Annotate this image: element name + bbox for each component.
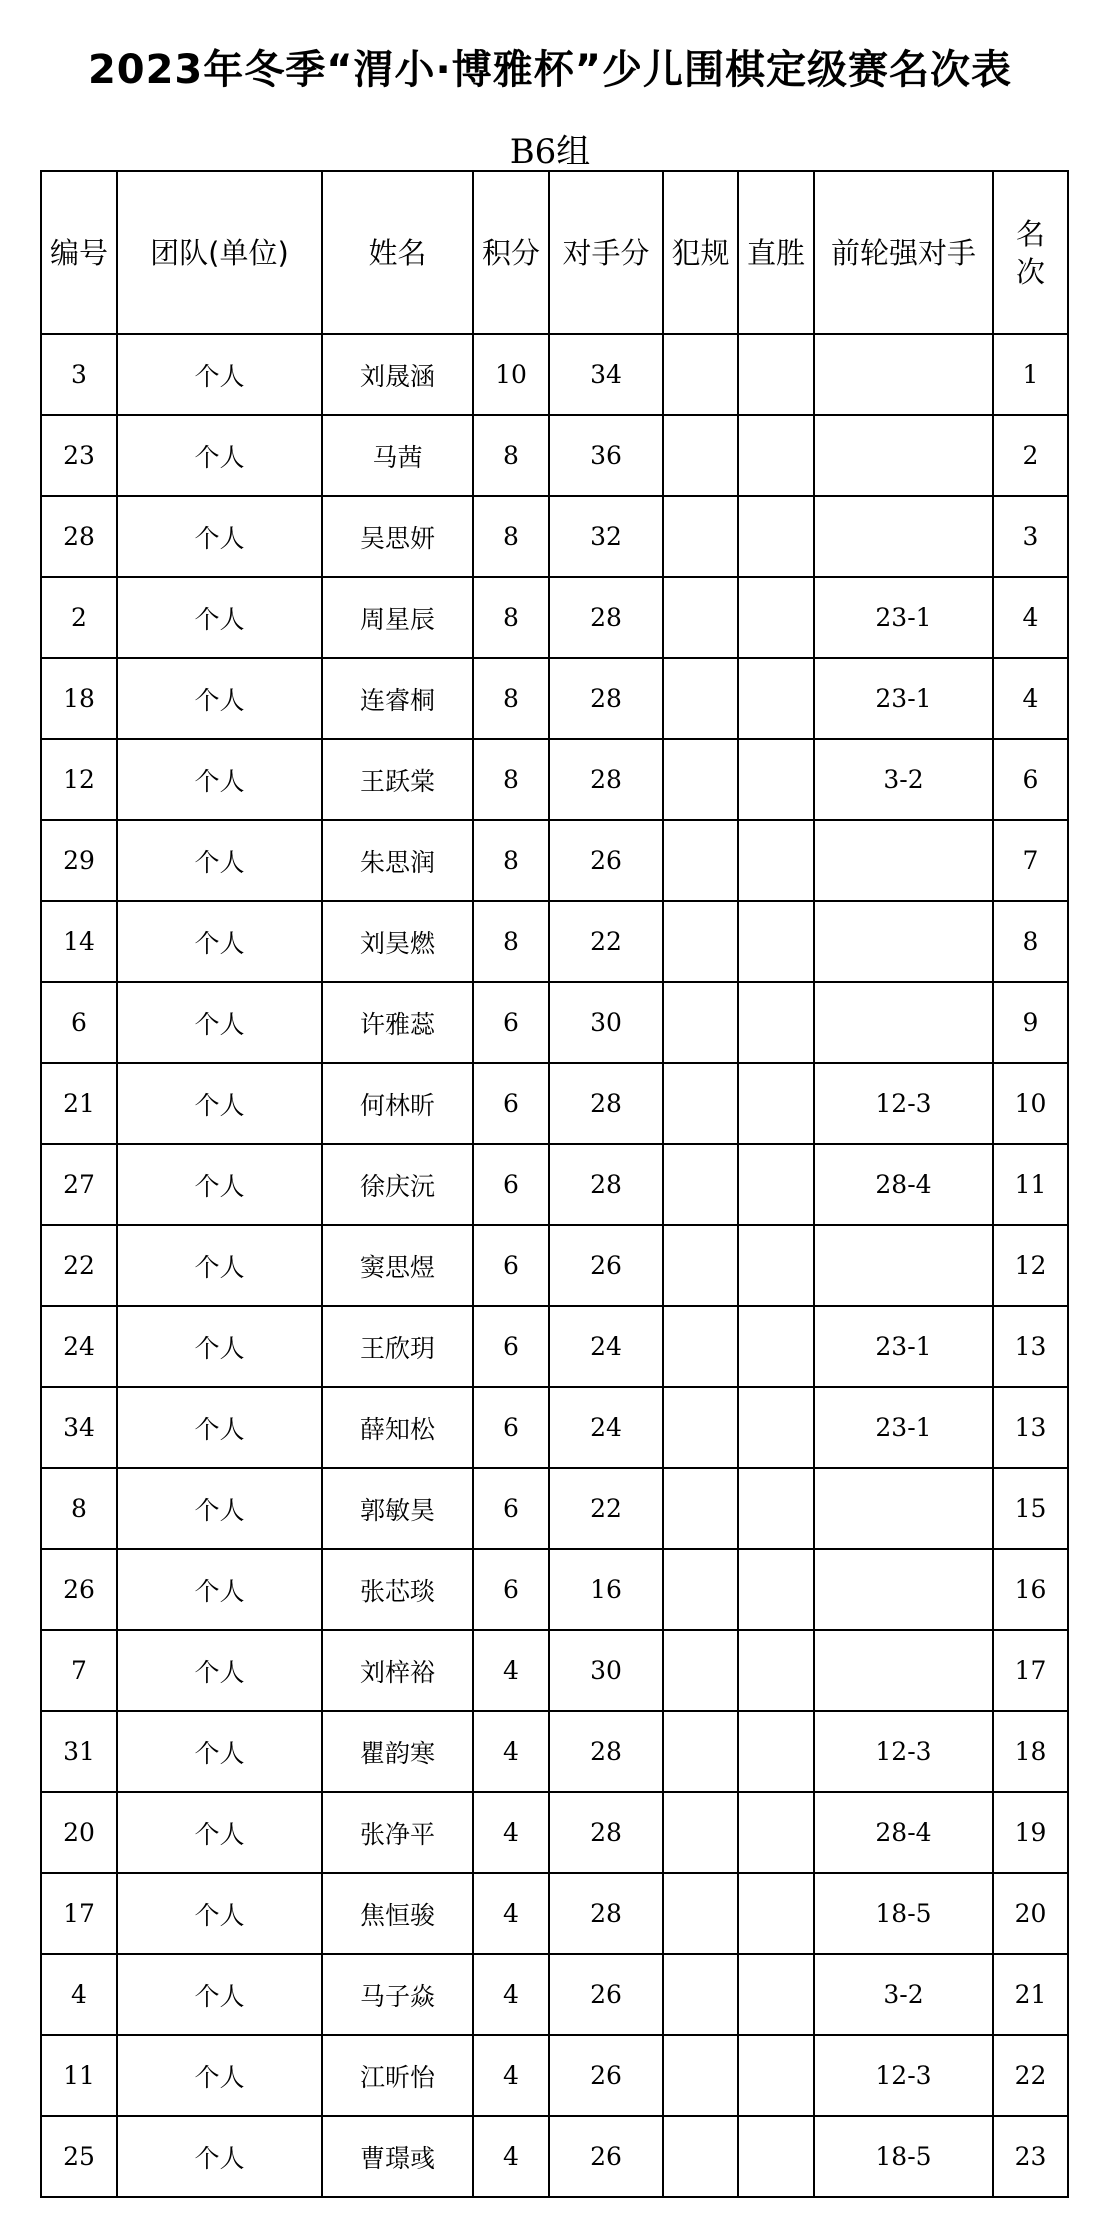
- table-header-row: [41, 171, 1068, 334]
- cell-name: 焦恒骏: [322, 1873, 473, 1954]
- cell-foul: [663, 901, 738, 982]
- cell-previous-strong-opponent: 12-3: [814, 1711, 993, 1792]
- cell-previous-strong-opponent: 28-4: [814, 1144, 993, 1225]
- cell-id: 20: [41, 1792, 117, 1873]
- cell-opponent-points: 28: [549, 1711, 663, 1792]
- cell-opponent-points: 26: [549, 1954, 663, 2035]
- cell-team: 个人: [117, 739, 322, 820]
- table-row: [41, 334, 1068, 415]
- cell-name: 曹璟彧: [322, 2116, 473, 2197]
- cell-previous-strong-opponent: [814, 901, 993, 982]
- cell-rank: 22: [993, 2035, 1068, 2116]
- cell-rank: 13: [993, 1306, 1068, 1387]
- cell-direct-win: [738, 2116, 814, 2197]
- cell-direct-win: [738, 1387, 814, 1468]
- cell-name: 刘晟涵: [322, 334, 473, 415]
- cell-direct-win: [738, 496, 814, 577]
- cell-team: 个人: [117, 982, 322, 1063]
- cell-opponent-points: 22: [549, 1468, 663, 1549]
- cell-name: 刘昊燃: [322, 901, 473, 982]
- cell-previous-strong-opponent: 28-4: [814, 1792, 993, 1873]
- cell-opponent-points: 32: [549, 496, 663, 577]
- table-row: [41, 1144, 1068, 1225]
- cell-foul: [663, 1954, 738, 2035]
- cell-opponent-points: 26: [549, 2035, 663, 2116]
- cell-id: 24: [41, 1306, 117, 1387]
- table-row: [41, 496, 1068, 577]
- table-row: [41, 1549, 1068, 1630]
- cell-rank: 7: [993, 820, 1068, 901]
- cell-foul: [663, 982, 738, 1063]
- table-row: [41, 1873, 1068, 1954]
- cell-previous-strong-opponent: 23-1: [814, 1306, 993, 1387]
- cell-team: 个人: [117, 658, 322, 739]
- cell-foul: [663, 1306, 738, 1387]
- cell-previous-strong-opponent: 3-2: [814, 739, 993, 820]
- cell-foul: [663, 820, 738, 901]
- cell-team: 个人: [117, 415, 322, 496]
- cell-foul: [663, 1711, 738, 1792]
- group-label: B6组: [509, 132, 591, 172]
- cell-team: 个人: [117, 496, 322, 577]
- cell-direct-win: [738, 2035, 814, 2116]
- cell-direct-win: [738, 982, 814, 1063]
- cell-foul: [663, 415, 738, 496]
- cell-direct-win: [738, 334, 814, 415]
- cell-foul: [663, 1144, 738, 1225]
- cell-rank: 20: [993, 1873, 1068, 1954]
- cell-direct-win: [738, 1144, 814, 1225]
- cell-direct-win: [738, 1225, 814, 1306]
- table-row: [41, 1387, 1068, 1468]
- cell-id: 12: [41, 739, 117, 820]
- cell-rank: 16: [993, 1549, 1068, 1630]
- cell-team: 个人: [117, 1144, 322, 1225]
- table-row: [41, 1711, 1068, 1792]
- cell-foul: [663, 1549, 738, 1630]
- cell-name: 王跃棠: [322, 739, 473, 820]
- cell-id: 6: [41, 982, 117, 1063]
- cell-team: 个人: [117, 2116, 322, 2197]
- column-header-direct-win: 直胜: [738, 171, 814, 334]
- cell-rank: 13: [993, 1387, 1068, 1468]
- cell-foul: [663, 1468, 738, 1549]
- cell-team: 个人: [117, 1387, 322, 1468]
- cell-points: 4: [473, 1792, 549, 1873]
- cell-direct-win: [738, 1873, 814, 1954]
- cell-points: 8: [473, 820, 549, 901]
- cell-rank: 10: [993, 1063, 1068, 1144]
- cell-opponent-points: 28: [549, 577, 663, 658]
- cell-points: 10: [473, 334, 549, 415]
- cell-direct-win: [738, 739, 814, 820]
- cell-id: 11: [41, 2035, 117, 2116]
- column-header-rank-line1: 名: [1015, 216, 1045, 251]
- cell-direct-win: [738, 1630, 814, 1711]
- cell-foul: [663, 739, 738, 820]
- cell-direct-win: [738, 1549, 814, 1630]
- cell-id: 2: [41, 577, 117, 658]
- cell-direct-win: [738, 1792, 814, 1873]
- cell-id: 28: [41, 496, 117, 577]
- table-row: [41, 2116, 1068, 2197]
- cell-rank: 19: [993, 1792, 1068, 1873]
- cell-id: 34: [41, 1387, 117, 1468]
- cell-name: 江昕怡: [322, 2035, 473, 2116]
- cell-foul: [663, 1630, 738, 1711]
- ranking-table: [40, 170, 1069, 2198]
- cell-team: 个人: [117, 1468, 322, 1549]
- cell-foul: [663, 658, 738, 739]
- cell-previous-strong-opponent: [814, 496, 993, 577]
- cell-points: 6: [473, 1468, 549, 1549]
- cell-name: 朱思润: [322, 820, 473, 901]
- table-row: [41, 1792, 1068, 1873]
- cell-team: 个人: [117, 1792, 322, 1873]
- cell-opponent-points: 26: [549, 820, 663, 901]
- cell-opponent-points: 30: [549, 1630, 663, 1711]
- column-header-opponent-points: 对手分: [549, 171, 663, 334]
- cell-opponent-points: 28: [549, 1873, 663, 1954]
- cell-previous-strong-opponent: [814, 1225, 993, 1306]
- table-row: [41, 739, 1068, 820]
- cell-team: 个人: [117, 1711, 322, 1792]
- cell-team: 个人: [117, 1954, 322, 2035]
- cell-team: 个人: [117, 820, 322, 901]
- cell-rank: 12: [993, 1225, 1068, 1306]
- cell-opponent-points: 34: [549, 334, 663, 415]
- cell-points: 6: [473, 1225, 549, 1306]
- cell-rank: 8: [993, 901, 1068, 982]
- cell-id: 26: [41, 1549, 117, 1630]
- column-header-previous-strong-opponent: 前轮强对手: [814, 171, 993, 334]
- cell-foul: [663, 577, 738, 658]
- cell-id: 4: [41, 1954, 117, 2035]
- cell-previous-strong-opponent: [814, 1549, 993, 1630]
- cell-points: 4: [473, 2035, 549, 2116]
- cell-opponent-points: 28: [549, 1063, 663, 1144]
- cell-points: 8: [473, 739, 549, 820]
- cell-direct-win: [738, 1711, 814, 1792]
- cell-previous-strong-opponent: 12-3: [814, 1063, 993, 1144]
- column-header-rank: [993, 171, 1068, 334]
- cell-id: 23: [41, 415, 117, 496]
- cell-id: 21: [41, 1063, 117, 1144]
- cell-rank: 15: [993, 1468, 1068, 1549]
- cell-id: 8: [41, 1468, 117, 1549]
- cell-points: 4: [473, 1711, 549, 1792]
- cell-rank: 4: [993, 658, 1068, 739]
- cell-direct-win: [738, 1063, 814, 1144]
- cell-name: 瞿韵寒: [322, 1711, 473, 1792]
- cell-id: 27: [41, 1144, 117, 1225]
- cell-id: 7: [41, 1630, 117, 1711]
- cell-direct-win: [738, 415, 814, 496]
- cell-direct-win: [738, 1954, 814, 2035]
- cell-name: 薛知松: [322, 1387, 473, 1468]
- cell-previous-strong-opponent: [814, 1630, 993, 1711]
- cell-opponent-points: 22: [549, 901, 663, 982]
- cell-foul: [663, 1225, 738, 1306]
- cell-team: 个人: [117, 1306, 322, 1387]
- cell-points: 6: [473, 1063, 549, 1144]
- cell-team: 个人: [117, 334, 322, 415]
- table-row: [41, 1063, 1068, 1144]
- table-row: [41, 577, 1068, 658]
- cell-opponent-points: 28: [549, 658, 663, 739]
- cell-name: 徐庆沅: [322, 1144, 473, 1225]
- cell-name: 何林昕: [322, 1063, 473, 1144]
- cell-opponent-points: 24: [549, 1387, 663, 1468]
- cell-team: 个人: [117, 1873, 322, 1954]
- cell-points: 6: [473, 1306, 549, 1387]
- cell-opponent-points: 28: [549, 739, 663, 820]
- cell-points: 4: [473, 2116, 549, 2197]
- cell-name: 周星辰: [322, 577, 473, 658]
- cell-rank: 11: [993, 1144, 1068, 1225]
- cell-rank: 18: [993, 1711, 1068, 1792]
- cell-name: 张净平: [322, 1792, 473, 1873]
- cell-opponent-points: 26: [549, 2116, 663, 2197]
- cell-opponent-points: 26: [549, 1225, 663, 1306]
- cell-team: 个人: [117, 1225, 322, 1306]
- cell-rank: 17: [993, 1630, 1068, 1711]
- column-header-id: 编号: [41, 171, 117, 334]
- cell-name: 王欣玥: [322, 1306, 473, 1387]
- cell-previous-strong-opponent: [814, 820, 993, 901]
- cell-points: 6: [473, 1387, 549, 1468]
- cell-points: 8: [473, 658, 549, 739]
- cell-name: 张芯琰: [322, 1549, 473, 1630]
- cell-opponent-points: 36: [549, 415, 663, 496]
- cell-previous-strong-opponent: 18-5: [814, 2116, 993, 2197]
- table-row: [41, 1306, 1068, 1387]
- cell-rank: 2: [993, 415, 1068, 496]
- cell-team: 个人: [117, 901, 322, 982]
- cell-name: 连睿桐: [322, 658, 473, 739]
- page-title: 2023年冬季“渭小·博雅杯”少儿围棋定级赛名次表: [87, 47, 1013, 93]
- cell-team: 个人: [117, 1549, 322, 1630]
- cell-direct-win: [738, 577, 814, 658]
- cell-id: 25: [41, 2116, 117, 2197]
- table-row: [41, 1954, 1068, 2035]
- cell-rank: 21: [993, 1954, 1068, 2035]
- cell-previous-strong-opponent: 12-3: [814, 2035, 993, 2116]
- cell-rank: 3: [993, 496, 1068, 577]
- cell-foul: [663, 496, 738, 577]
- table-row: [41, 658, 1068, 739]
- cell-name: 许雅蕊: [322, 982, 473, 1063]
- cell-points: 8: [473, 415, 549, 496]
- cell-previous-strong-opponent: 18-5: [814, 1873, 993, 1954]
- table-row: [41, 415, 1068, 496]
- column-header-points: 积分: [473, 171, 549, 334]
- cell-foul: [663, 1063, 738, 1144]
- cell-points: 6: [473, 982, 549, 1063]
- cell-name: 刘梓裕: [322, 1630, 473, 1711]
- cell-team: 个人: [117, 2035, 322, 2116]
- cell-rank: 1: [993, 334, 1068, 415]
- cell-direct-win: [738, 1468, 814, 1549]
- cell-opponent-points: 24: [549, 1306, 663, 1387]
- cell-id: 14: [41, 901, 117, 982]
- cell-rank: 4: [993, 577, 1068, 658]
- cell-points: 8: [473, 901, 549, 982]
- cell-direct-win: [738, 901, 814, 982]
- cell-rank: 6: [993, 739, 1068, 820]
- cell-rank: 9: [993, 982, 1068, 1063]
- cell-foul: [663, 334, 738, 415]
- table-row: [41, 2035, 1068, 2116]
- cell-name: 马子焱: [322, 1954, 473, 2035]
- cell-name: 郭敏昊: [322, 1468, 473, 1549]
- cell-id: 18: [41, 658, 117, 739]
- table-row: [41, 1468, 1068, 1549]
- cell-previous-strong-opponent: 3-2: [814, 1954, 993, 2035]
- column-header-foul: 犯规: [663, 171, 738, 334]
- cell-foul: [663, 1873, 738, 1954]
- cell-id: 22: [41, 1225, 117, 1306]
- table-row: [41, 901, 1068, 982]
- table-row: [41, 982, 1068, 1063]
- cell-team: 个人: [117, 1063, 322, 1144]
- cell-direct-win: [738, 1306, 814, 1387]
- cell-foul: [663, 1387, 738, 1468]
- cell-foul: [663, 2035, 738, 2116]
- column-header-name: 姓名: [322, 171, 473, 334]
- cell-points: 8: [473, 577, 549, 658]
- cell-previous-strong-opponent: [814, 334, 993, 415]
- cell-previous-strong-opponent: [814, 415, 993, 496]
- table-row: [41, 1225, 1068, 1306]
- cell-opponent-points: 28: [549, 1144, 663, 1225]
- cell-name: 吴思妍: [322, 496, 473, 577]
- cell-opponent-points: 16: [549, 1549, 663, 1630]
- cell-id: 17: [41, 1873, 117, 1954]
- cell-points: 8: [473, 496, 549, 577]
- cell-foul: [663, 2116, 738, 2197]
- table-row: [41, 1630, 1068, 1711]
- cell-points: 4: [473, 1630, 549, 1711]
- cell-points: 4: [473, 1954, 549, 2035]
- cell-points: 6: [473, 1144, 549, 1225]
- cell-previous-strong-opponent: 23-1: [814, 577, 993, 658]
- cell-id: 31: [41, 1711, 117, 1792]
- cell-name: 马茜: [322, 415, 473, 496]
- cell-previous-strong-opponent: [814, 1468, 993, 1549]
- column-header-rank-line2: 次: [1015, 254, 1045, 289]
- cell-direct-win: [738, 658, 814, 739]
- cell-previous-strong-opponent: 23-1: [814, 1387, 993, 1468]
- cell-name: 窦思煜: [322, 1225, 473, 1306]
- cell-points: 6: [473, 1549, 549, 1630]
- column-header-team: 团队(单位): [117, 171, 322, 334]
- table-row: [41, 820, 1068, 901]
- cell-previous-strong-opponent: [814, 982, 993, 1063]
- cell-opponent-points: 28: [549, 1792, 663, 1873]
- cell-direct-win: [738, 820, 814, 901]
- table-body: [41, 334, 1068, 2197]
- cell-team: 个人: [117, 577, 322, 658]
- cell-foul: [663, 1792, 738, 1873]
- cell-id: 3: [41, 334, 117, 415]
- cell-id: 29: [41, 820, 117, 901]
- cell-previous-strong-opponent: 23-1: [814, 658, 993, 739]
- cell-team: 个人: [117, 1630, 322, 1711]
- cell-points: 4: [473, 1873, 549, 1954]
- cell-rank: 23: [993, 2116, 1068, 2197]
- cell-opponent-points: 30: [549, 982, 663, 1063]
